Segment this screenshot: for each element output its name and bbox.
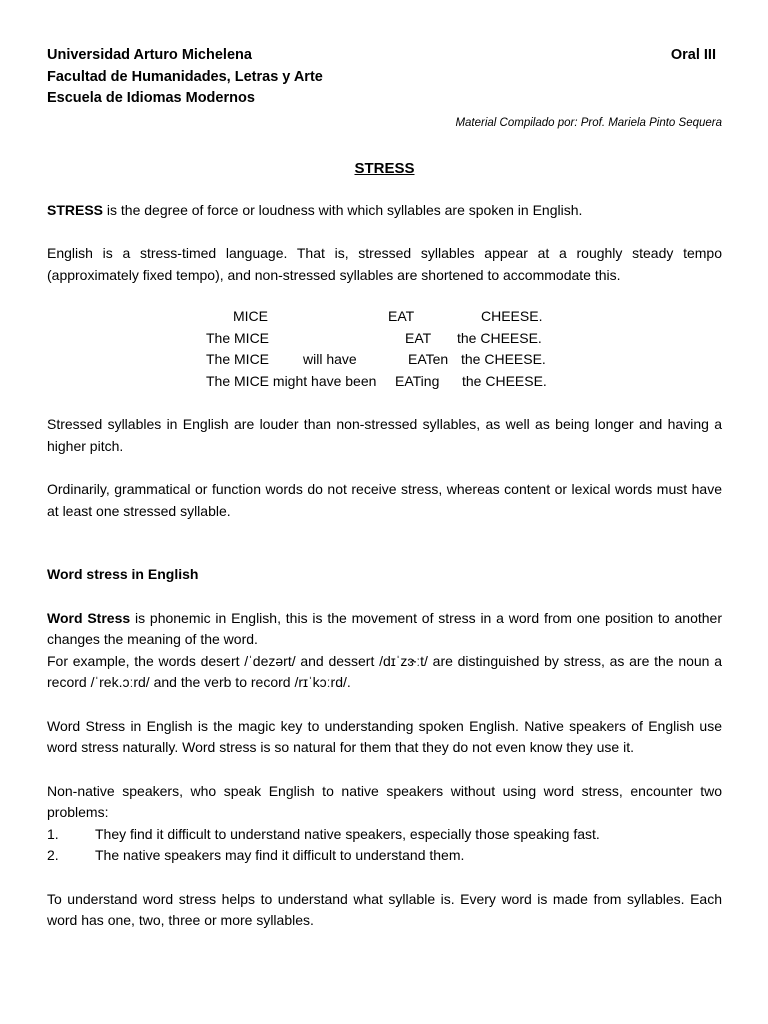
example-sentences (47, 306, 722, 392)
faculty-name: Facultad de Humanidades, Letras y Arte (47, 68, 323, 85)
university-name: Universidad Arturo Michelena (47, 47, 252, 63)
document-page (47, 45, 722, 932)
syllables-paragraph: To understand word stress helps to understand what syllable is. Every word is made from syllables. Each word has one, two, three or more syllables. (47, 890, 722, 928)
document-header (47, 45, 722, 110)
example-col4: the CHEESE. (462, 372, 547, 389)
example-col3: EATen (408, 351, 449, 367)
magic-key-paragraph: Word Stress in English is the magic key to understanding spoken English. Native speakers of English use word stress naturally. Word stress is so natural for them that they do not even know they use it. (47, 717, 722, 755)
example-col1: MICE (233, 308, 268, 324)
loudness-paragraph: Stressed syllables in English are louder than non-stressed syllables, as well as being longer and having a higher pitch. (47, 416, 722, 454)
example-col4: CHEESE. (481, 308, 543, 324)
list-text: The native speakers may find it difficult to understand them. (95, 847, 465, 863)
example-col1: The MICE might have been (206, 372, 377, 389)
phonemic-paragraph (47, 608, 722, 651)
compiled-by-note: Material Compilado por: Prof. Mariela Pinto Sequera (455, 116, 722, 129)
school-name: Escuela de Idiomas Modernos (47, 90, 255, 106)
example-row (47, 328, 722, 350)
phonemic-text: is phonemic in English, this is the movement of stress in a word from one position to another changes the meaning of the word. (47, 609, 723, 647)
list-item (47, 824, 722, 846)
example-row (47, 371, 722, 393)
example-col1: The MICE (206, 329, 270, 346)
example-col3: EAT (388, 308, 415, 324)
stress-definition (47, 200, 722, 222)
list-number: 2. (47, 847, 59, 863)
function-words-paragraph: Ordinarily, grammatical or function words do not receive stress, whereas content or lexical words must have at least one stressed syllable. (47, 481, 722, 519)
course-name: Oral III (670, 47, 716, 63)
stress-term: STRESS (47, 201, 104, 218)
non-native-paragraph: Non-native speakers, who speak English to native speakers without using word stress, encounter two problems: (47, 782, 722, 820)
example-col4: the CHEESE. (461, 351, 546, 367)
example-col3: EATing (395, 372, 440, 389)
example-row (47, 349, 722, 371)
problems-list (47, 824, 722, 867)
list-item (47, 845, 722, 867)
list-text: They find it difficult to understand native speakers, especially those speaking fast. (95, 825, 600, 842)
example-row (47, 306, 722, 328)
page-title: STRESS (354, 160, 415, 177)
example-col1: The MICE (206, 351, 270, 367)
list-number: 1. (47, 825, 59, 842)
example-col4: the CHEESE. (457, 329, 542, 346)
word-stress-heading: Word stress in English (47, 566, 199, 582)
example-col2: will have (303, 351, 357, 367)
word-stress-term: Word Stress (47, 609, 131, 626)
stress-definition-text: is the degree of force or loudness with which syllables are spoken in English. (103, 201, 583, 218)
example-col3: EAT (405, 329, 432, 346)
example-words-paragraph: For example, the words desert /ˈdezərt/ and dessert /dɪˈzɝːt/ are distinguished by stress, as are the noun a record /ˈrek.ɔːrd/ and the verb to record /rɪˈkɔːrd/. (47, 652, 722, 690)
stress-timed-paragraph: English is a stress-timed language. That is, stressed syllables appear at a roughly steady tempo (approximately fixed tempo), and non-stressed syllables are shortened to accommodate this. (47, 245, 722, 283)
